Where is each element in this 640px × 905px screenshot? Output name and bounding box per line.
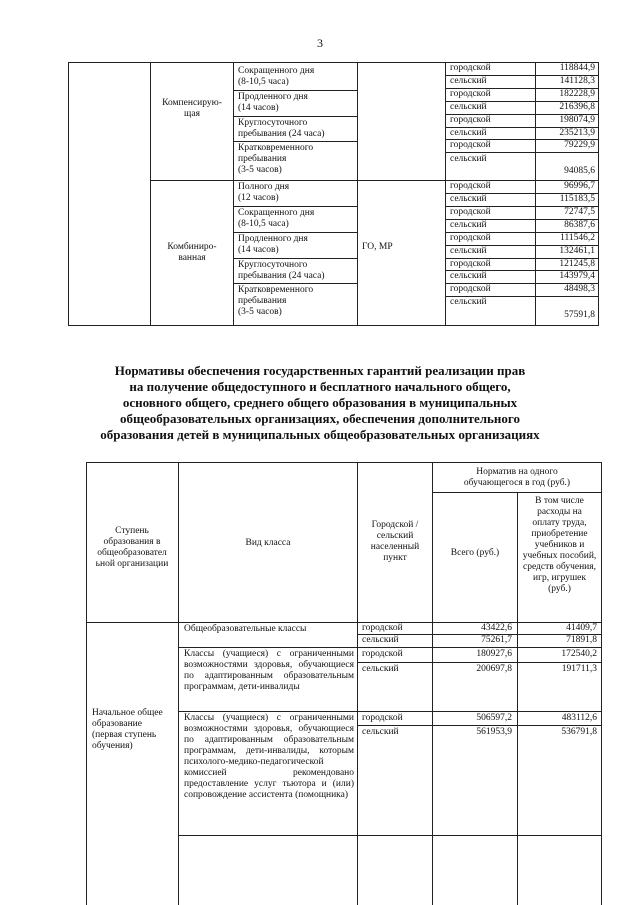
mode-label: Продленного дня (14 часов)	[238, 92, 308, 113]
value-cell: 96996,7	[564, 181, 595, 191]
value-cell: 198074,9	[559, 115, 595, 125]
value-cell: 111546,2	[560, 233, 595, 243]
group-type-compensating: Компенсирую- щая	[162, 98, 222, 119]
header-incl: В том числе расходы на оплату труда, приобретение учебников и учебных пособий, средств обучения, игр, игрушек (руб.)	[522, 496, 597, 594]
area-cell: сельский	[450, 76, 487, 86]
mode-label: Полного дня (12 часов)	[238, 182, 290, 203]
incl-cell: 41409,7	[566, 623, 597, 633]
area-cell: сельский	[450, 194, 487, 204]
value-cell: 143979,4	[559, 271, 595, 281]
incl-cell: 536791,8	[561, 727, 597, 737]
mode-label: Сокращенного дня (8-10,5 часа)	[238, 66, 315, 87]
area-cell: городской	[450, 181, 491, 191]
class-type-disabled: Классы (учащиеся) с ограниченными возможностями здоровья, обучающиеся по адаптированным образовательным программам, дети-инвалиды	[184, 649, 354, 692]
class-type-general: Общеобразовательные классы	[184, 624, 307, 634]
area-cell: городской	[450, 284, 491, 294]
mode-label: Сокращенного дня (8-10,5 часа)	[238, 208, 315, 229]
total-cell: 200697,8	[476, 664, 512, 674]
value-cell: 115183,5	[559, 194, 595, 204]
mode-label: Круглосуточного пребывания (24 часа)	[238, 118, 325, 139]
group-type-combined: Комбиниро- ванная	[167, 242, 217, 263]
area-cell: сельский	[450, 102, 487, 112]
value-cell: 182228,9	[559, 89, 595, 99]
total-cell: 506597,2	[476, 713, 512, 723]
area-cell: городской	[450, 140, 491, 150]
area-cell: городской	[450, 115, 491, 125]
header-area: Городской / сельский населенный пункт	[370, 520, 420, 563]
area-cell: сельский	[362, 635, 399, 645]
area-cell: городской	[450, 207, 491, 217]
incl-cell: 71891,8	[566, 635, 597, 645]
page-number: 3	[317, 36, 323, 50]
area-cell: городской	[362, 713, 403, 723]
mode-label: Кратковременного пребывания (3-5 часов)	[238, 143, 314, 175]
area-cell: сельский	[362, 727, 399, 737]
value-cell: 235213,9	[559, 128, 595, 138]
header-level: Ступень образования в общеобразовател ьной организации	[95, 526, 169, 569]
value-cell: 86387,6	[564, 220, 595, 230]
value-cell: 94085,6	[564, 166, 595, 176]
value-cell: 79229,9	[564, 140, 595, 150]
class-type-tutor: Классы (учащиеся) с ограниченными возможностями здоровья, обучающиеся по адаптированным образовательным программам, дети-инвалиды, которым психолого-медико-педагогической комиссией рекомендовано предоставление услуг тьютора и (или) сопровождение ассистента (помощника)	[184, 713, 354, 800]
incl-cell: 191711,3	[561, 664, 597, 674]
area-cell: сельский	[450, 220, 487, 230]
value-cell: 118844,9	[559, 63, 595, 73]
total-cell: 75261,7	[481, 635, 512, 645]
area-cell: сельский	[450, 154, 487, 164]
total-cell: 180927,6	[476, 649, 512, 659]
area-cell: городской	[362, 623, 403, 633]
incl-cell: 483112,6	[561, 713, 597, 723]
mode-label: Круглосуточного пребывания (24 часа)	[238, 260, 325, 281]
header-class-type: Вид класса	[245, 538, 291, 548]
municipality-cell: ГО, МР	[362, 242, 393, 252]
total-cell: 561953,9	[476, 727, 512, 737]
area-cell: сельский	[450, 297, 487, 307]
area-cell: городской	[362, 649, 403, 659]
value-cell: 141128,3	[559, 76, 595, 86]
area-cell: сельский	[450, 246, 487, 256]
area-cell: городской	[450, 233, 491, 243]
value-cell: 57591,8	[564, 310, 595, 320]
level-primary: Начальное общее образование (первая ступень обучения)	[92, 708, 163, 751]
area-cell: городской	[450, 63, 491, 73]
value-cell: 132461,1	[559, 246, 595, 256]
header-total: Всего (руб.)	[450, 548, 500, 558]
area-cell: сельский	[450, 128, 487, 138]
area-cell: городской	[450, 259, 491, 269]
value-cell: 72747,5	[564, 207, 595, 217]
section-title: Нормативы обеспечения государственных гарантий реализации прав на получение общедоступного и бесплатного начального общего, основного общего, среднего общего образования в муниципальных общеобразовательных организациях, обеспечения дополнительного образования детей в муниципальных общеобразовательных организациях	[100, 363, 540, 442]
mode-label: Кратковременного пребывания (3-5 часов)	[238, 285, 314, 317]
value-cell: 216396,8	[559, 102, 595, 112]
value-cell: 121245,8	[559, 259, 595, 269]
value-cell: 48498,3	[564, 284, 595, 294]
area-cell: сельский	[450, 271, 487, 281]
area-cell: сельский	[362, 664, 399, 674]
mode-label: Продленного дня (14 часов)	[238, 234, 308, 255]
header-norm: Норматив на одного обучающегося в год (руб.)	[463, 467, 571, 488]
incl-cell: 172540,2	[561, 649, 597, 659]
area-cell: городской	[450, 89, 491, 99]
total-cell: 43422,6	[481, 623, 512, 633]
